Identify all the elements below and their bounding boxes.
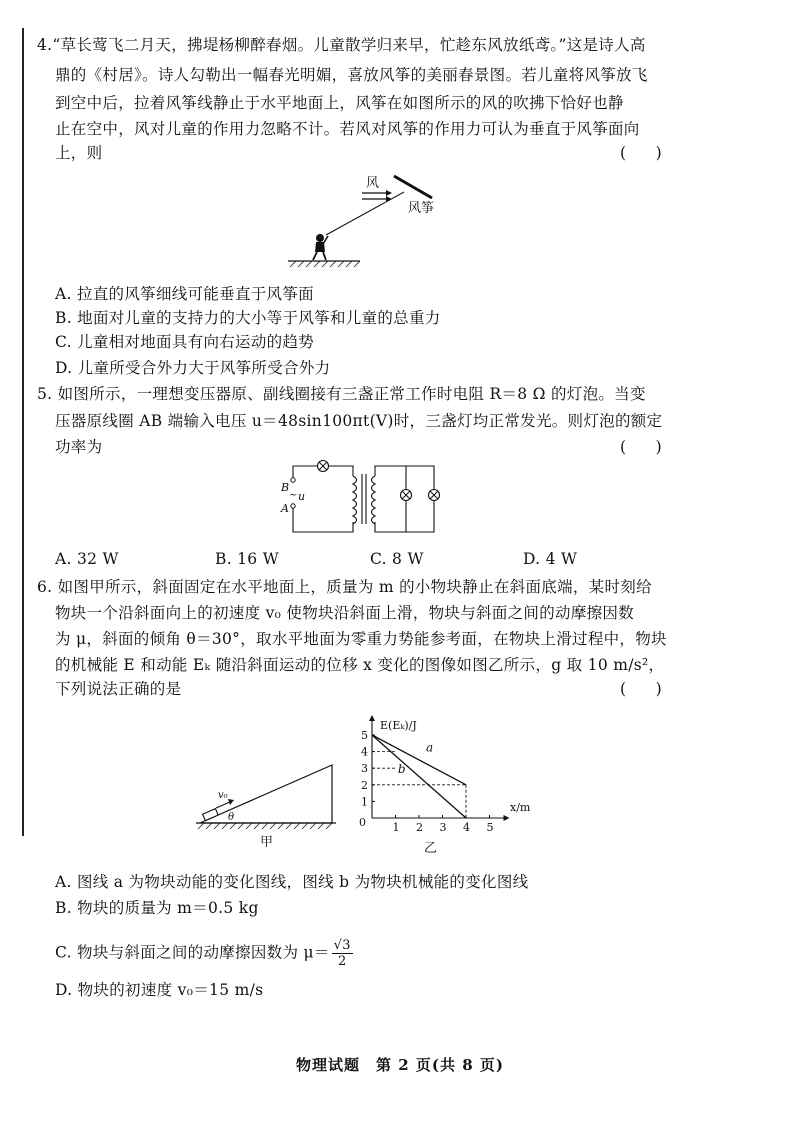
q6-option-b: B. 物块的质量为 m＝0.5 kg — [55, 899, 259, 917]
x-tick-label: 4 — [463, 821, 470, 834]
mu-numerator: √3 — [333, 938, 351, 953]
origin-label: 0 — [359, 816, 366, 829]
q4-line-2: 鼎的《村居》。诗人勾勒出一幅春光明媚，喜放风筝的美丽春景图。若儿童将风筝放飞 — [55, 66, 648, 84]
terminal-a-label: A — [281, 502, 289, 515]
q5-line-2: 压器原线圈 AB 端输入电压 u＝48sin100πt(V)时，三盏灯均正常发光。则灯泡的额定 — [55, 412, 663, 430]
v0-label: v₀ — [218, 790, 228, 801]
q4-line-5: 上，则 — [55, 144, 103, 162]
q5-transformer-figure — [278, 458, 448, 540]
lamp-3-icon — [429, 490, 440, 501]
caption-jia: 甲 — [260, 835, 274, 850]
q5-option-a: A. 32 W — [55, 550, 119, 568]
q4-option-b: B. 地面对儿童的支持力的大小等于风筝和儿童的总重力 — [55, 309, 441, 327]
ground-hatch — [288, 261, 360, 267]
wind-label: 风 — [366, 176, 380, 191]
q6-line-2: 物块一个沿斜面向上的初速度 v₀ 使物块沿斜面上滑，物块与斜面之间的动摩擦因数 — [55, 604, 635, 622]
x-tick-label: 1 — [392, 821, 400, 834]
q5-line-3: 功率为 — [55, 438, 103, 456]
page-footer: 物理试题 第 2 页(共 8 页) — [296, 1056, 504, 1074]
q4-option-a: A. 拉直的风筝细线可能垂直于风筝面 — [55, 285, 314, 303]
q5-line-1: 5. 如图所示，一理想变压器原、副线圈接有三盏正常工作时电阻 R＝8 Ω 的灯泡。当变 — [37, 385, 646, 403]
caption-yi: 乙 — [424, 841, 438, 856]
mu-fraction — [332, 938, 353, 969]
curve-a-label: a — [426, 740, 434, 755]
q5-answer-paren: ( ) — [620, 438, 662, 456]
y-tick-label: 4 — [361, 745, 368, 759]
series-line-b — [372, 735, 466, 818]
y-tick-label: 3 — [361, 762, 368, 776]
ac-symbol: ~ — [289, 490, 298, 501]
q4-line-3: 到空中后，拉着风筝线静止于水平地面上，风筝在如图所示的风的吹拂下恰好也静 — [55, 94, 624, 112]
terminal-b-label: B — [281, 481, 290, 494]
q6-answer-paren: ( ) — [620, 680, 662, 698]
child-icon — [313, 234, 328, 260]
q4-option-c: C. 儿童相对地面具有向右运动的趋势 — [55, 333, 315, 351]
voltage-u-label: u — [298, 490, 306, 503]
q4-kite-figure — [280, 168, 480, 272]
curve-b-label: b — [397, 762, 406, 777]
ground-hatch-jia — [196, 823, 336, 829]
q4-line-1: 4.“草长莺飞二月天，拂堤杨柳醉春烟。儿童散学归来早，忙趁东风放纸鸢。”这是诗人高 — [37, 36, 646, 54]
q6-line-5: 下列说法正确的是 — [55, 680, 182, 698]
wind-arrow-icon — [362, 190, 392, 202]
x-tick-label: 2 — [416, 821, 423, 834]
x-tick-label: 3 — [439, 821, 447, 834]
lamp-1-icon — [318, 461, 329, 472]
q6-energy-chart — [350, 712, 540, 862]
margin-line — [22, 28, 24, 836]
q6-option-c — [55, 938, 353, 969]
mu-denominator: 2 — [337, 954, 347, 969]
lamp-2-icon — [401, 490, 412, 501]
q5-option-c: C. 8 W — [370, 550, 424, 568]
kite-label: 风筝 — [408, 201, 435, 216]
y-tick-label: 5 — [361, 729, 368, 742]
q6-line-3: 为 μ，斜面的倾角 θ＝30°，取水平地面为零重力势能参考面，在物块上滑过程中，物块 — [55, 630, 667, 648]
x-tick-label: 5 — [486, 821, 494, 834]
q4-answer-paren: ( ) — [620, 144, 662, 162]
theta-label: θ — [228, 812, 235, 823]
q6-incline-figure — [192, 758, 342, 850]
y-axis-arrow-icon — [369, 715, 375, 721]
q4-option-d: D. 儿童所受合外力大于风筝所受合外力 — [55, 359, 331, 377]
q4-line-4: 止在空中，风对儿童的作用力忽略不计。若风对风筝的作用力可认为垂直于风筝面向 — [55, 120, 640, 138]
q5-option-b: B. 16 W — [215, 550, 279, 568]
q6-option-c-text: C. 物块与斜面之间的动摩擦因数为 μ＝ — [55, 943, 330, 962]
x-axis-label: x/m — [510, 801, 531, 814]
q5-option-d: D. 4 W — [523, 550, 578, 568]
y-tick-label: 1 — [361, 795, 368, 809]
x-axis-arrow-icon — [504, 815, 510, 821]
q6-line-1: 6. 如图甲所示，斜面固定在水平地面上，质量为 m 的小物块静止在斜面底端，某时刻给 — [37, 578, 652, 596]
y-axis-label: E(Eₖ)/J — [380, 719, 417, 732]
y-tick-label: 2 — [361, 778, 368, 792]
q6-line-4: 的机械能 E 和动能 Eₖ 随沿斜面运动的位移 x 变化的图像如图乙所示，g 取 10 m/s²， — [55, 656, 665, 674]
q6-option-a: A. 图线 a 为物块动能的变化图线，图线 b 为物块机械能的变化图线 — [55, 873, 529, 891]
q6-option-d: D. 物块的初速度 v₀＝15 m/s — [55, 981, 264, 999]
